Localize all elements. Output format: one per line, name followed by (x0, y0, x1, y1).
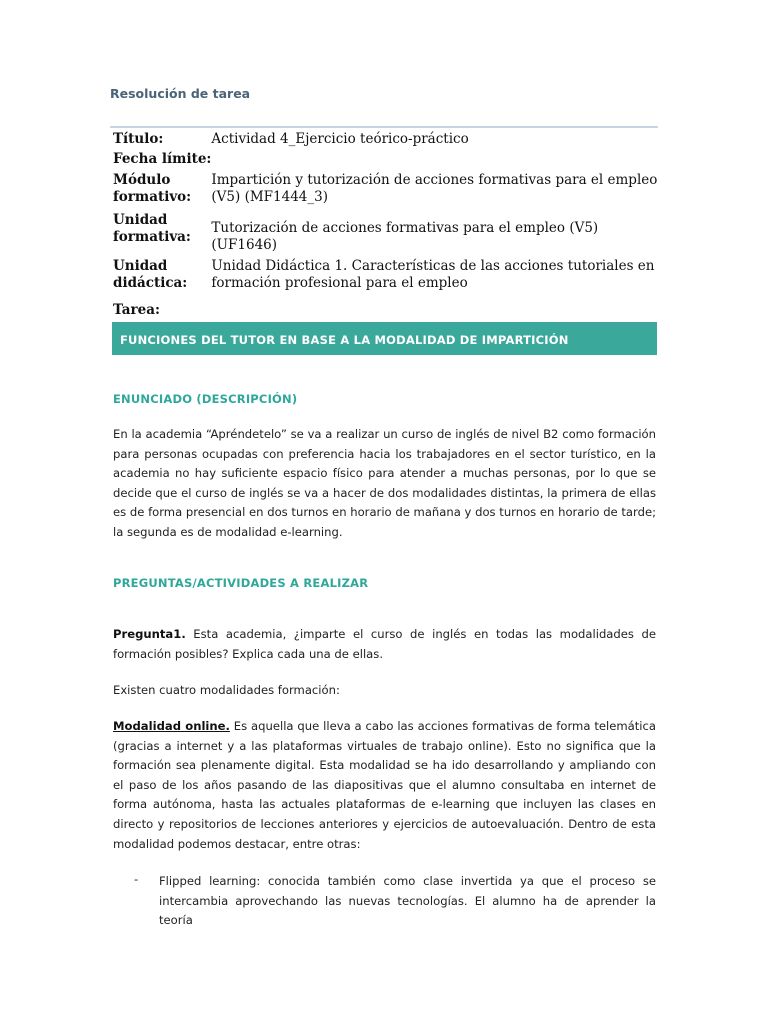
pregunta1-label: Pregunta1. (113, 627, 186, 641)
modulo-label-line2: formativo: (113, 189, 192, 205)
preguntas-heading: PREGUNTAS/ACTIVIDADES A REALIZAR (113, 576, 369, 590)
document-header-title: Resolución de tarea (110, 86, 251, 101)
modulo-row (113, 172, 658, 212)
modalidades-intro: Existen cuatro modalidades formación: (113, 683, 340, 697)
task-info-table (113, 131, 658, 292)
modulo-label (113, 172, 211, 212)
task-banner-text: FUNCIONES DEL TUTOR EN BASE A LA MODALIDAD DE IMPARTICIÓN (120, 333, 569, 347)
unidad-formativa-label-line1: Unidad (113, 212, 168, 228)
unidad-formativa-value: Tutorización de acciones formativas para el empleo (V5) (UF1646) (211, 220, 599, 253)
fecha-value (211, 151, 658, 172)
titulo-label: Título: (113, 131, 164, 147)
titulo-value: Actividad 4_Ejercicio teórico-práctico (211, 131, 469, 147)
titulo-row (113, 131, 658, 151)
tarea-label: Tarea: (113, 302, 160, 318)
pregunta1-paragraph (113, 625, 656, 664)
fecha-label: Fecha límite: (113, 151, 212, 167)
modalidad-online-text: Es aquella que lleva a cabo las acciones formativas de forma telemática (gracias a internet y a las plataformas virtuales de trabajo online). Esto no significa que la formación sea plenamente digital. Esta modalidad se ha ido desarrollando y ampliando con el paso de los años pasando de las diapositivas que el alumno consultaba en internet de forma autónoma, hasta las actuales plataformas de e-learning que incluyen las clases en directo y repositorios de lecciones anteriores y ejercicios de autoevaluación. Dentro de esta modalidad podemos destacar, entre otras: (113, 719, 656, 851)
flipped-learning-item: Flipped learning: conocida también como clase invertida ya que el proceso se intercambia aprovechando las nuevas tecnologías. El alumno ha de aprender la teoría (159, 874, 656, 928)
unidad-formativa-label-line2: formativa: (113, 229, 191, 245)
pregunta1-text: Esta academia, ¿imparte el curso de inglés en todas las modalidades de formación posibles? Explica cada una de ellas. (113, 627, 656, 661)
fecha-row (113, 151, 658, 172)
modalidad-online-label: Modalidad online. (113, 719, 230, 733)
unidad-didactica-row (113, 258, 658, 292)
bullet-marker: - (134, 872, 139, 886)
modulo-label-line1: Módulo (113, 172, 171, 188)
unidad-didactica-label-line2: didáctica: (113, 275, 188, 291)
header-divider (110, 126, 658, 128)
task-banner (112, 322, 657, 355)
unidad-didactica-label (113, 258, 211, 292)
unidad-didactica-value: Unidad Didáctica 1. Características de las acciones tutoriales en formación profesional para el empleo (211, 258, 655, 291)
unidad-didactica-label-line1: Unidad (113, 258, 168, 274)
enunciado-text: En la academia “Apréndetelo” se va a realizar un curso de inglés de nivel B2 como formación para personas ocupadas con preferencia hacia los trabajadores en el sector turístico, en la academia no hay suficiente espacio físico para atender a muchas personas, por lo que se decide que el curso de inglés se va a hacer de dos modalidades distintas, la primera de ellas es de forma presencial en dos turnos en horario de mañana y dos turnos en horario de tarde; la segunda es de modalidad e-learning. (113, 427, 656, 539)
enunciado-heading: ENUNCIADO (DESCRIPCIÓN) (113, 392, 298, 406)
modalidad-online-paragraph (113, 717, 656, 854)
modulo-value: Impartición y tutorización de acciones formativas para el empleo (V5) (MF1444_3) (211, 172, 658, 205)
unidad-formativa-row (113, 212, 658, 258)
unidad-formativa-label (113, 212, 211, 258)
